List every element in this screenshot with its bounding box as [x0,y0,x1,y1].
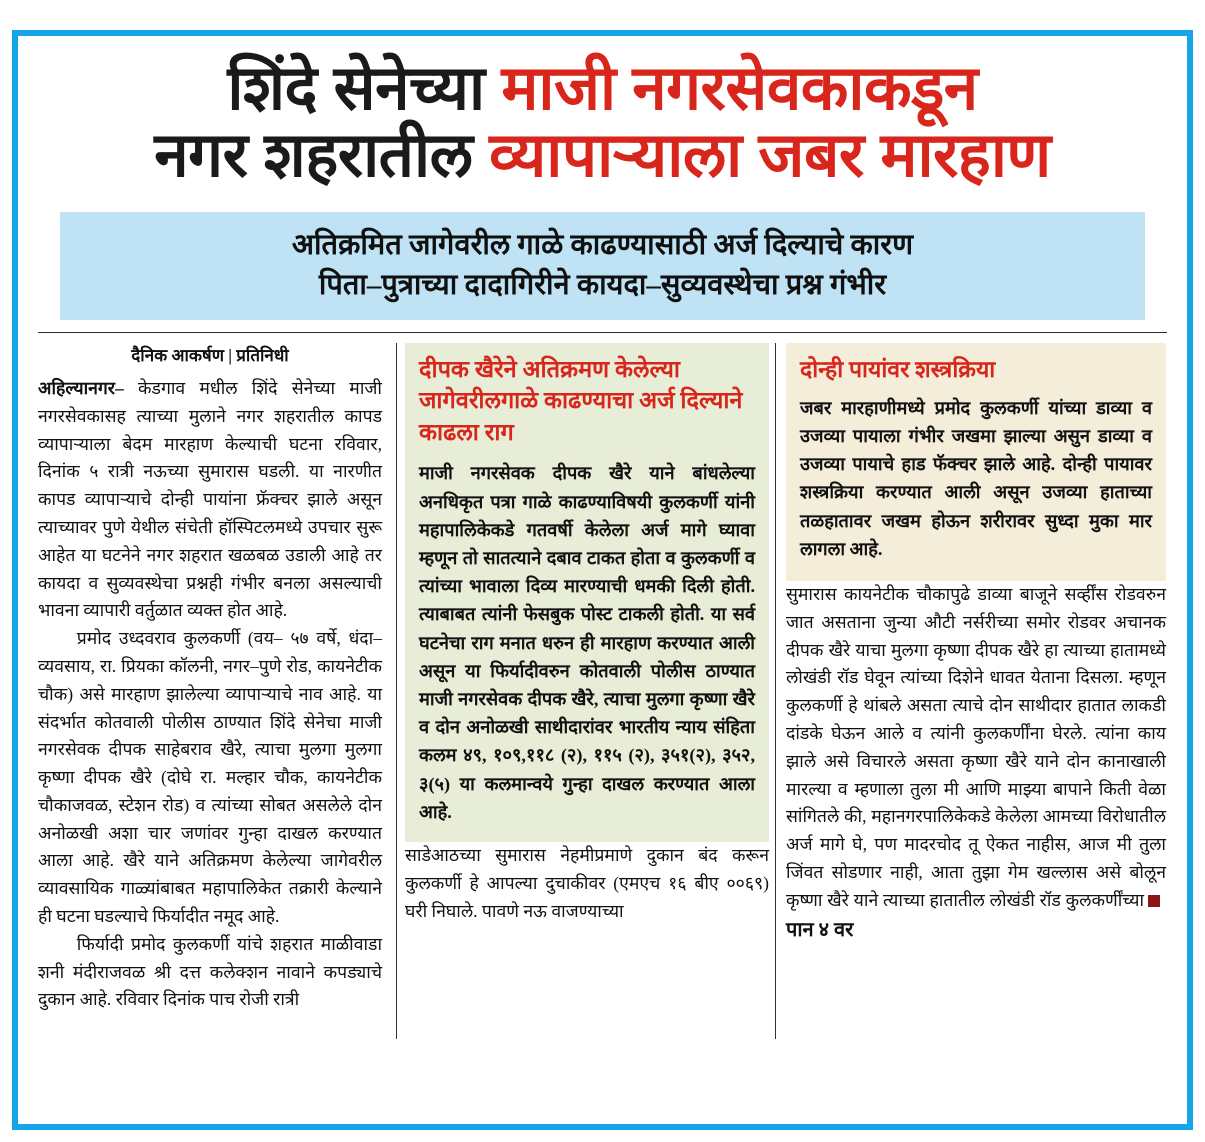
headline-line-2 [40,120,1165,190]
column-1 [36,339,396,1039]
byline: दैनिक आकर्षण | प्रतिनिधी [131,345,289,365]
headline-line-1-black: शिंदे सेनेच्या [227,54,485,123]
continued-label: पान ४ वर [786,918,854,941]
horizontal-rule [38,332,1167,333]
subheadline-line-2: पिता–पुत्राच्या दादागिरीने कायदा–सुव्यवस्थेचा प्रश्न गंभीर [318,268,887,301]
sidebar-box-beige [786,343,1166,581]
headline-line-2-red: व्यापाऱ्याला जबर मारहाण [489,120,1051,190]
continued-square-icon [1148,895,1160,907]
subheadline-band [60,212,1145,320]
main-headline [36,42,1169,196]
dateline: अहिल्यानगर– [38,377,124,398]
column-1-paragraph-2: प्रमोद उध्दवराव कुलकर्णी (वय– ५७ वर्षे, धंदा–व्यवसाय, रा. प्रियका कॉलनी, नगर–पुणे रोड, कायनेटीक चौक) असे मारहाण झालेल्या व्यापाऱ्याचे नाव आहे. या संदर्भात कोतवाली पोलीस ठाण्यात शिंदे सेनेचा माजी नगरसेवक दीपक साहेबराव खैरे, त्याचा मुलगा मुलगा कृष्णा दीपक खैरे (दोघे रा. मल्हार चौक, कायनेटीक चौकाजवळ, स्टेशन रोड) व त्यांच्या सोबत असलेले दोन अनोळखी अशा चार जणांवर गुन्हा दाखल करण्यात आला आहे. खैरे याने अतिक्रमण केलेल्या जागेवरील व्यावसायिक गाळ्यांबाबत महापालिकेत तक्रारी केल्याने ही घटना घडल्याचे फिर्यादीत नमूद आहे. [38,628,382,927]
column-3 [776,339,1168,1039]
column-3-paragraph-after-box [786,581,1166,946]
headline-line-1 [40,56,1165,123]
green-box-heading: दीपक खैरेने अतिक्रमण केलेल्या जागेवरीलगाळे काढण्याचा अर्ज दिल्याने काढला राग [419,356,743,446]
page-border-frame [12,30,1193,1130]
column-1-paragraph-3: फिर्यादी प्रमोद कुलकर्णी यांचे शहरात माळीवाडा शनी मंदीराजवळ श्री दत्त कलेक्शन नावाने कपड्याचे दुकान आहे. रविवार दिनांक पाच रोजी रात्री [38,933,382,1010]
column-2-paragraph-after-box: साडेआठच्या सुमारास नेहमीप्रमाणे दुकान बंद करून कुलकर्णी हे आपल्या दुचाकीवर (एमएच १६ बीए ००६९) घरी निघाले. पावणे नऊ वाजण्याच्या [405,845,769,921]
column-1-paragraph-1 [38,375,382,625]
subheadline-line-1: अतिक्रमित जागेवरील गाळे काढण्यासाठी अर्ज दिल्याचे कारण [291,228,914,261]
column-3-paragraph-text: सुमारास कायनेटीक चौकापुढे डाव्या बाजूने सर्व्हींस रोडवरुन जात असताना जुन्या औटी नर्सरीच्या समोर रोडवर अचानक दीपक खैरे याचा मुलगा कृष्णा दीपक खैरे हा त्याच्या हातामध्ये लोखंडी रॉड घेवून त्यांच्या दिशेने धावत येताना दिसला. म्हणून कुलकर्णी हे थांबले असता त्याचे दोन साथीदार हातात लाकडी दांडके घेऊन आले व त्यांनी कुलकर्णींना घेरले. त्यांना काय झाले असे विचारले असता कृष्णा खैरे याने दोन कानाखाली मारल्या व म्हणाला तुला मी आणि माझ्या बापाने किती वेळा सांगितले की, महानगरपालिकेकडे केलेला आमच्या विरोधातील अर्ज मागे घे, पण मादरचोद तू ऐकत नाहीस, आज मी तुला जिंवत सोडणार नाही, आता तुझा गेम खल्लास असे बोलून कृष्णा खैरे याने त्याच्या हातातील लोखंडी रॉड कुलकर्णींच्या [786,583,1166,910]
article-columns [36,339,1169,1039]
headline-line-2-black: नगर शहरातील [154,120,473,190]
column-2 [397,339,775,1039]
column-1-paragraph-1-text: केडगाव मधील शिंदे सेनेच्या माजी नगरसेवकासह त्याच्या मुलाने नगर शहरातील कापड व्यापाऱ्याला बेदम मारहाण केल्याची घटना रविवार, दिनांक ५ रात्री नऊच्या सुमारास घडली. या नारणीत कापड व्यापाऱ्याचे दोन्ही पायांना फ्रॅक्चर झाले असून त्याच्यावर पुणे येथील संचेती हॉस्पिटलमध्ये उपचार सुरू आहेत या घटनेने नगर शहरात खळबळ उडाली आहे तर कायदा व सुव्यवस्थेचा प्रश्नही गंभीर बनला असल्याची भावना व्यापारी वर्तुळात व्यक्त होत आहे. [38,377,382,621]
headline-line-1-red: माजी नगरसेवकाकडून [501,54,978,123]
sidebar-box-green [405,343,769,842]
beige-box-body: जबर मारहाणीमध्ये प्रमोद कुलकर्णी यांच्या डाव्या व उजव्या पायाला गंभीर जखमा झाल्या असुन डाव्या व उजव्या पायाचे हाड फॅक्चर झाले आहे. दोन्ही पायावर शस्त्रक्रिया करण्यात आली असून उजव्या हाताच्या तळहातावर जखम होऊन शरीरावर सुध्दा मुका मार लागला आहे. [800,397,1152,559]
beige-box-heading: दोन्ही पायांवर शस्त्रक्रिया [800,356,996,382]
page-content [18,36,1187,1124]
green-box-body: माजी नगरसेवक दीपक खैरे याने बांधलेल्या अनधिकृत पत्रा गाळे काढण्याविषयी कुलकर्णी यांनी महापालिकेकडे गतवर्षी केलेला अर्ज मागे घ्यावा म्हणून तो सातत्याने दबाव टाकत होता व कुलकर्णी व त्यांच्या भावाला दिव्य मारण्याची धमकी दिली होती. त्याबाबत त्यांनी फेसबुक पोस्ट टाकली होती. या सर्व घटनेचा राग मनात धरुन ही मारहाण करण्यात आली असून या फिर्यादीवरुन कोतवाली पोलीस ठाण्यात माजी नगरसेवक दीपक खैरे, त्याचा मुलगा कृष्णा खैरे व दोन अनोळखी साथीदारांवर भारतीय न्याय संहिता कलम ४९, १०९,११८ (२), ११५ (२), ३५१(२), ३५२, ३(५) या कलमान्वये गुन्हा दाखल करण्यात आला आहे. [419,463,755,822]
